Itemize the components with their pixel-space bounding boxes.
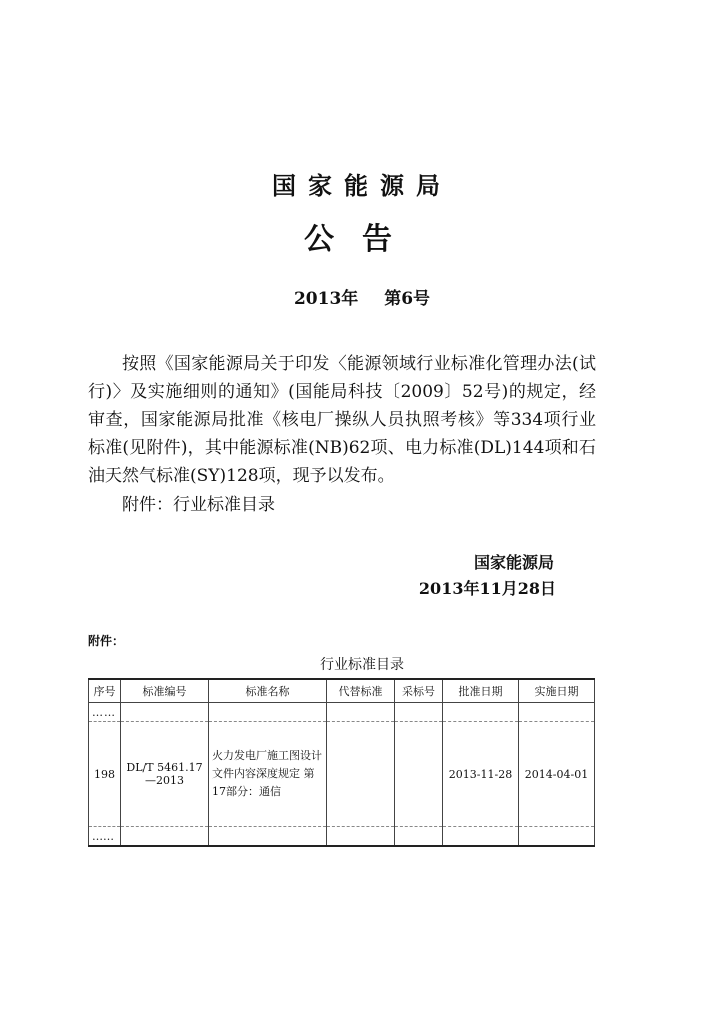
signature-org: 国家能源局 [473,553,554,572]
announcement-year: 2013年 [293,289,359,309]
col-header-effective: 实施日期 [519,679,595,703]
cell-seq: 198 [89,722,121,827]
cell-adopted [395,722,443,827]
table-header-row [89,679,595,703]
ellipsis-cell-end: …… [89,827,121,847]
cell-replaces [327,722,395,827]
document-type: 公告 [304,222,420,257]
col-header-adopted: 采标号 [395,679,443,703]
signature-date: 2013年11月28日 [418,579,556,598]
announcement-seq: 第6号 [384,289,431,309]
cell-code: DL/T 5461.17—2013 [121,722,209,827]
cell-approved: 2013-11-28 [443,722,519,827]
col-header-seq: 序号 [89,679,121,703]
ellipsis-cell: …… [89,703,121,722]
table-row [89,722,595,827]
annex-label: 附件： [88,634,125,648]
col-header-name: 标准名称 [209,679,327,703]
document-issuer: 国家能源局 [272,172,452,200]
table-row-ellipsis [89,703,595,722]
annex-title: 行业标准目录 [320,657,404,673]
table-row-ellipsis-end [89,827,595,847]
col-header-approved: 批准日期 [443,679,519,703]
col-header-replaces: 代替标准 [327,679,395,703]
announcement-number [0,284,724,309]
cell-name: 火力发电厂施工图设计文件内容深度规定 第17部分：通信 [209,722,327,827]
cell-effective: 2014-04-01 [519,722,595,827]
standards-table [88,678,595,847]
attachment-reference: 附件：行业标准目录 [122,495,275,515]
col-header-code: 标准编号 [121,679,209,703]
announcement-body: 按照《国家能源局关于印发〈能源领域行业标准化管理办法(试行)〉及实施细则的通知》(国能局科技〔2009〕52号)的规定，经审查，国家能源局批准《核电厂操纵人员执照考核》等334项行业标准(见附件)，其中能源标准(NB)62项、电力标准(DL)144项和石油天然气标准(SY)128项，现予以发布。 [88,354,596,486]
